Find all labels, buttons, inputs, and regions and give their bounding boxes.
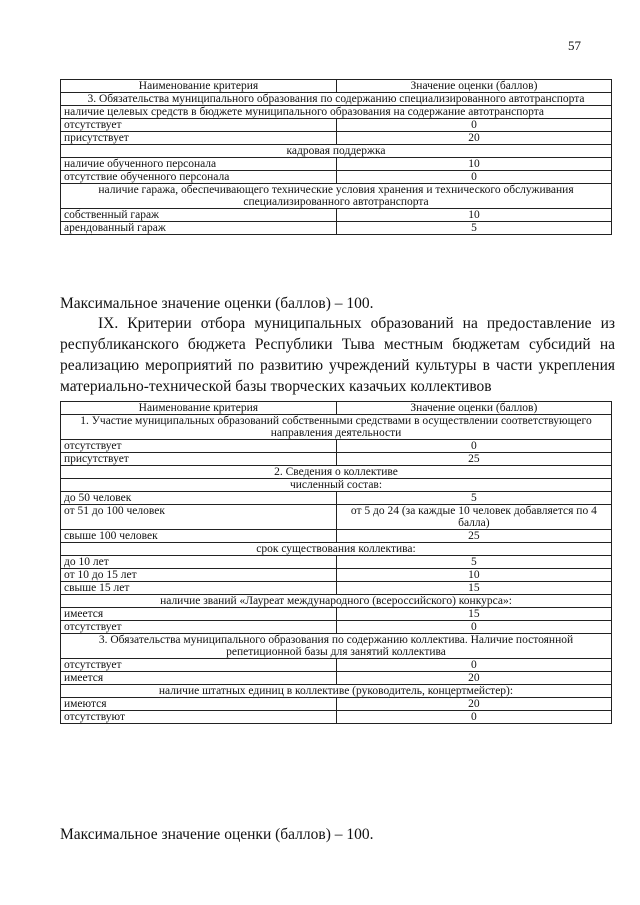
table-row [61, 132, 612, 145]
score-cell: 10 [336, 158, 611, 171]
score-cell: от 5 до 24 (за каждые 10 человек добавляется по 4 балла) [336, 505, 611, 530]
score-cell: 0 [336, 711, 611, 724]
section-cell: срок существования коллектива: [61, 543, 612, 556]
table-section-row [61, 595, 612, 608]
page-number: 57 [568, 38, 581, 53]
criterion-cell: отсутствует [61, 440, 337, 453]
criterion-cell: присутствует [61, 132, 337, 145]
criterion-cell: отсутствуют [61, 711, 337, 724]
column-header: Наименование критерия [61, 80, 337, 93]
table-section-row [61, 106, 612, 119]
table-row [61, 440, 612, 453]
table-row [61, 659, 612, 672]
score-cell: 5 [336, 556, 611, 569]
criterion-cell: собственный гараж [61, 209, 337, 222]
table-section-row [61, 466, 612, 479]
section-cell: 3. Обязательства муниципального образования по содержанию специализированного автотранспорта [61, 93, 612, 106]
table-section-row [61, 93, 612, 106]
score-cell: 5 [336, 222, 611, 235]
criteria-table-transport [60, 79, 612, 235]
table-section-row [61, 145, 612, 158]
criterion-cell: до 10 лет [61, 556, 337, 569]
score-cell: 0 [336, 440, 611, 453]
table-row [61, 582, 612, 595]
table-section-row [61, 685, 612, 698]
score-cell: 5 [336, 492, 611, 505]
table-section-row [61, 543, 612, 556]
table-row [61, 158, 612, 171]
table-row [61, 672, 612, 685]
section-cell: численный состав: [61, 479, 612, 492]
criterion-cell: имеется [61, 672, 337, 685]
score-cell: 0 [336, 659, 611, 672]
table-row [61, 492, 612, 505]
criterion-cell: арендованный гараж [61, 222, 337, 235]
score-cell: 25 [336, 530, 611, 543]
section-cell: кадровая поддержка [61, 145, 612, 158]
score-cell: 0 [336, 621, 611, 634]
table-row [61, 171, 612, 184]
criterion-cell: свыше 100 человек [61, 530, 337, 543]
score-cell: 10 [336, 209, 611, 222]
table-section-row [61, 184, 612, 209]
criterion-cell: отсутствует [61, 659, 337, 672]
section-cell: наличие целевых средств в бюджете муниципального образования на содержание автотранспорта [61, 106, 612, 119]
table-row [61, 711, 612, 724]
max-score-text: Максимальное значение оценки (баллов) – 100. [60, 826, 374, 843]
score-cell: 20 [336, 672, 611, 685]
table-row [61, 608, 612, 621]
score-cell: 20 [336, 698, 611, 711]
section-cell: наличие званий «Лауреат международного (всероссийского) конкурса»: [61, 595, 612, 608]
criterion-cell: наличие обученного персонала [61, 158, 337, 171]
criterion-cell: отсутствует [61, 621, 337, 634]
score-cell: 0 [336, 119, 611, 132]
table-section-row [61, 479, 612, 492]
score-cell: 15 [336, 608, 611, 621]
criterion-cell: от 51 до 100 человек [61, 505, 337, 530]
column-header: Наименование критерия [61, 402, 337, 415]
table-row [61, 698, 612, 711]
criterion-cell: от 10 до 15 лет [61, 569, 337, 582]
criterion-cell: имеются [61, 698, 337, 711]
table-body [61, 402, 612, 724]
table-row [61, 569, 612, 582]
table-row [61, 505, 612, 530]
criteria-table-cossack-collectives [60, 401, 612, 724]
criterion-cell: до 50 человек [61, 492, 337, 505]
table-row [61, 119, 612, 132]
score-cell: 0 [336, 171, 611, 184]
score-cell: 10 [336, 569, 611, 582]
criterion-cell: имеется [61, 608, 337, 621]
table-body [61, 80, 612, 235]
column-header: Значение оценки (баллов) [336, 80, 611, 93]
section-cell: 1. Участие муниципальных образований собственными средствами в осуществлении соответствующего направления деятельности [61, 415, 612, 440]
table-row [61, 222, 612, 235]
table-row [61, 453, 612, 466]
max-score-text: Максимальное значение оценки (баллов) – 100. [60, 295, 374, 312]
criterion-cell: отсутствие обученного персонала [61, 171, 337, 184]
table-row [61, 209, 612, 222]
table-row [61, 556, 612, 569]
section-cell: 3. Обязательства муниципального образования по содержанию коллектива. Наличие постоянной репетиционной базы для занятий коллектива [61, 634, 612, 659]
section-cell: 2. Сведения о коллективе [61, 466, 612, 479]
table-section-row [61, 415, 612, 440]
table-row [61, 530, 612, 543]
column-header: Значение оценки (баллов) [336, 402, 611, 415]
score-cell: 15 [336, 582, 611, 595]
criterion-cell: присутствует [61, 453, 337, 466]
section-cell: наличие штатных единиц в коллективе (руководитель, концертмейстер): [61, 685, 612, 698]
score-cell: 20 [336, 132, 611, 145]
section-cell: наличие гаража, обеспечивающего технические условия хранения и технического обслуживания специализированного автотранспорта [61, 184, 612, 209]
criterion-cell: свыше 15 лет [61, 582, 337, 595]
table-header-row [61, 80, 612, 93]
section-heading-ix: IX. Критерии отбора муниципальных образований на предоставление из республиканского бюджета Республики Тыва местным бюджетам субсидий на реализацию мероприятий по развитию учреждений культуры в части укрепления материально-технической базы творческих казачьих коллективов [60, 315, 615, 395]
score-cell: 25 [336, 453, 611, 466]
criterion-cell: отсутствует [61, 119, 337, 132]
table-section-row [61, 634, 612, 659]
table-row [61, 621, 612, 634]
table-header-row [61, 402, 612, 415]
